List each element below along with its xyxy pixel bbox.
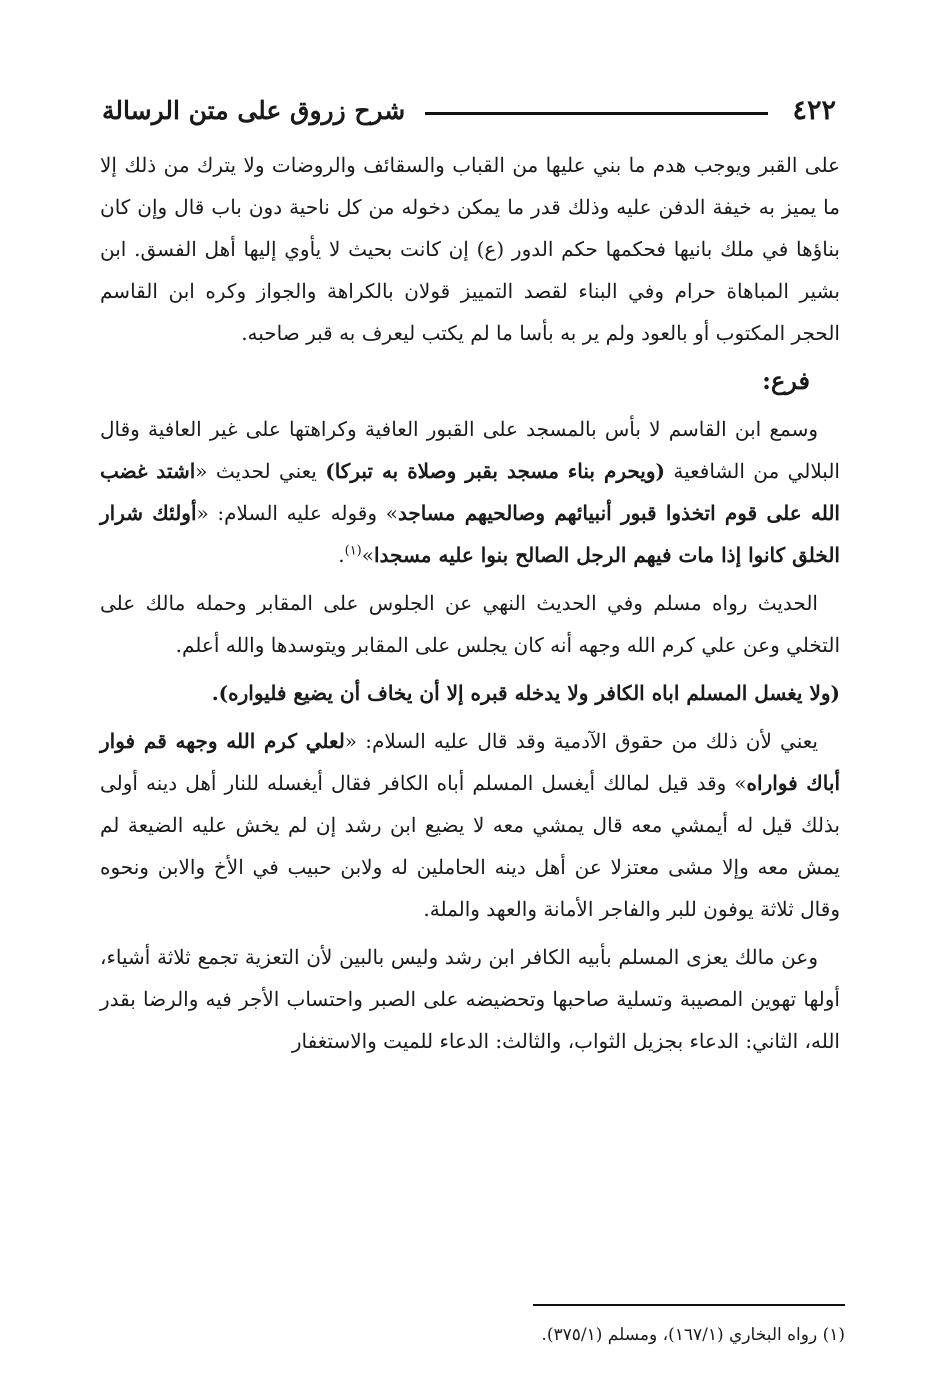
paragraph-2 (100, 408, 840, 576)
paragraph-3: الحديث رواه مسلم وفي الحديث النهي عن الجلوس على المقابر وحمله مالك على التخلي وعن علي كرم الله وجهه أنه كان يجلس على المقابر ويتوسدها والله أعلم. (100, 591, 840, 657)
paragraph-2-text: وسمع ابن القاسم لا بأس بالمسجد على القبور العافية وكراهتها على غير العافية وقال البلالي من الشافعية (100, 417, 840, 483)
paragraph-5-text: » وقد قيل لمالك أيغسل المسلم أباه الكافر فقال أيغسله للنار أهل دينه أولى بذلك قيل له أيمشي معه قال يمشي معه لا يضيع ابن رشد إن لم يخش عليه الضيعة لم يمش معه وإلا مشى معتزلا عن أهل دينه الحاملين له ولابن حبيب في الأخ والابن ونحوه وقال ثلاثة يوفون للبر والفاجر الأمانة والعهد والملة. (100, 771, 840, 921)
matn-quote: (ويحرم بناء مسجد بقبر وصلاة به تبركا) (325, 459, 665, 483)
footnote-separator (533, 1304, 845, 1306)
header-rule (425, 112, 768, 115)
matn-paragraph: (ولا يغسل المسلم اباه الكافر ولا يدخله قبره إلا أن يخاف أن يضيع فليواره). (211, 681, 840, 705)
hadith-quote: أولئك شرار الخلق كانوا إذا مات فيهم الرجل الصالح بنوا عليه مسجدا (100, 501, 840, 567)
paragraph-6: وعن مالك يعزى المسلم بأبيه الكافر ابن رشد وليس بالبين لأن التعزية تجمع ثلاثة أشياء، أولها تهوين المصيبة وتسلية صاحبها وتحضيضه على الصبر واحتساب الأجر فيه والرضا بقدر الله، الثاني: الدعاء بجزيل الثواب، والثالث: الدعاء للميت والاستغفار (100, 945, 840, 1053)
paragraph-2-text: » (361, 543, 374, 567)
paragraph-2-text: » وقوله عليه السلام: « (196, 501, 398, 525)
paragraph-2-text: . (338, 543, 345, 567)
hadith-quote: اشتد غضب الله على قوم اتخذوا قبور أنبيائهم وصالحيهم مساجد (100, 459, 840, 525)
page-header (100, 86, 840, 134)
footnote-reference[interactable]: (١) (344, 543, 362, 559)
book-page (100, 86, 840, 1062)
paragraph-5 (100, 720, 840, 930)
page-number: ٤٢٢ (792, 94, 836, 126)
page-body (100, 144, 840, 1062)
footnote: (١) رواه البخاري (١٦٧/١)، ومسلم (٣٧٥/١). (541, 1325, 845, 1345)
paragraph-5-text: يعني لأن ذلك من حقوق الآدمية وقد قال عليه السلام: « (344, 729, 818, 753)
hadith-quote: لعلي كرم الله وجهه قم فوار أباك فواراه (100, 729, 841, 795)
subheading: فرع: (762, 366, 810, 395)
paragraph-1: على القبر ويوجب هدم ما بني عليها من القباب والسقائف والروضات ولا يترك من ذلك إلا ما يميز به خيفة الدفن عليه وذلك قدر ما يمكن دخوله من كل ناحية دون باب قال وإن كان بناؤها في ملك بانيها فحكمها حكم الدور (ع) إن كانت بحيث لا يأوي إليها أهل الفسق. ابن بشير المباهاة حرام وفي البناء لقصد التمييز قولان بالكراهة والجواز وكره ابن القاسم الحجر المكتوب أو بالعود ولم ير به بأسا ما لم يكتب ليعرف به قبر صاحبه. (100, 153, 840, 345)
running-title: شرح زروق على متن الرسالة (102, 95, 406, 125)
paragraph-2-text: يعني لحديث « (195, 459, 317, 483)
